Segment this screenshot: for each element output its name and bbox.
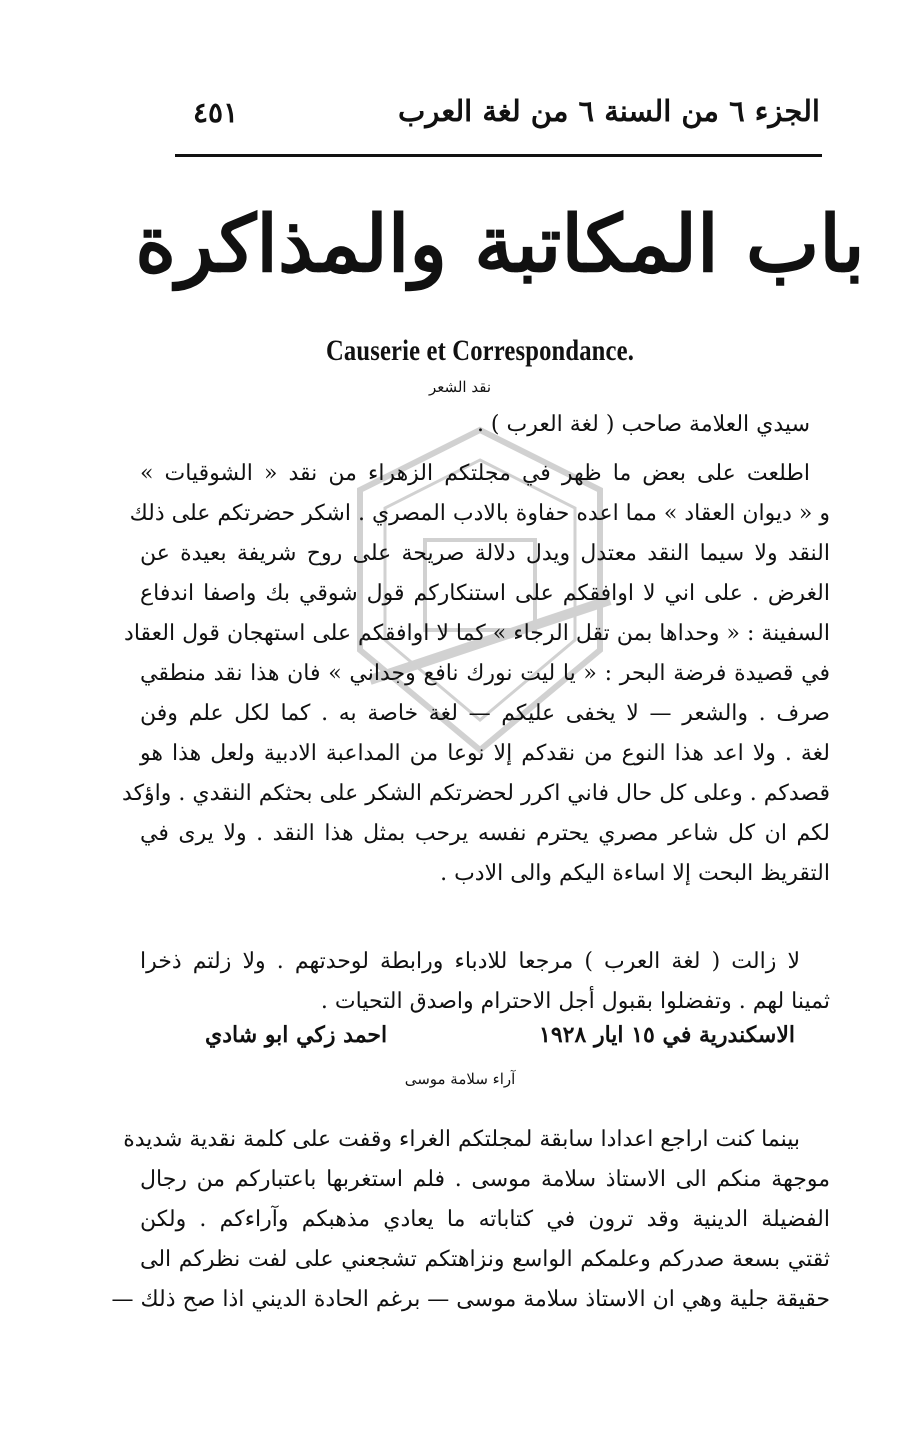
text-line: لغة . ولا اعد هذا النوع من نقدكم إلا نوعا من المداعبة الادبية ولعل هذا هو xyxy=(140,741,830,766)
text-line: في قصيدة فرضة البحر : « يا ليت نورك نافع وجداني » فان هذا نقد منطقي xyxy=(140,661,830,686)
running-header-title: الجزء ٦ من السنة ٦ من لغة العرب xyxy=(398,94,820,128)
section-title-french: Causerie et Correspondance. xyxy=(325,334,635,367)
page-number: ٤٥١ xyxy=(193,96,239,129)
text-line: حقيقة جلية وهي ان الاستاذ سلامة موسى — برغم الحادة الديني اذا صح ذلك — xyxy=(111,1287,830,1312)
text-line: و « ديوان العقاد » مما اعده حفاوة بالادب المصري . اشكر حضرتكم على ذلك xyxy=(129,501,830,526)
letter1-paragraph2 xyxy=(140,942,830,1022)
letter1-paragraph1 xyxy=(122,454,830,894)
letter1-salutation: سيدي العلامة صاحب ( لغة العرب ) . xyxy=(476,412,810,437)
section-title-arabic: باب المكاتبة والمذاكرة xyxy=(135,199,865,290)
letter2-subheading: آراء سلامة موسى xyxy=(404,1070,516,1088)
text-line: قصدكم . وعلى كل حال فاني اكرر لحضرتكم الشكر على بحثكم النقدي . واؤكد xyxy=(122,781,830,806)
header-divider xyxy=(175,154,822,157)
text-line: الغرض . على اني لا اوافقكم على استنكاركم قول شوقي بك واصفا اندفاع xyxy=(140,581,830,606)
text-line: التقريظ البحت إلا اساءة اليكم والى الادب . xyxy=(440,861,830,886)
text-line: ثقتي بسعة صدركم وعلمكم الواسع ونزاهتكم تشجعني على لفت نظركم الى xyxy=(140,1247,830,1272)
signature-name: احمد زكي ابو شادي xyxy=(205,1022,388,1048)
text-line: اطلعت على بعض ما ظهر في مجلتكم الزهراء من نقد « الشوقيات » xyxy=(140,461,810,486)
text-line: ثمينا لهم . وتفضلوا بقبول أجل الاحترام واصدق التحيات . xyxy=(320,989,830,1014)
letter2-paragraph xyxy=(111,1120,830,1320)
text-line: صرف . والشعر — لا يخفى عليكم — لغة خاصة به . كما لكل علم وفن xyxy=(140,701,830,726)
text-line: لكم ان كل شاعر مصري يحترم نفسه يرحب بمثل هذا النقد . ولا يرى في xyxy=(140,821,830,846)
letter1-signature xyxy=(205,1022,795,1058)
running-header xyxy=(175,86,820,146)
signature-place-date: الاسكندرية في ١٥ ايار ١٩٢٨ xyxy=(539,1022,795,1048)
text-line: النقد ولا سيما النقد معتدل ويدل دلالة صريحة على روح شريفة بعيدة عن xyxy=(140,541,830,566)
text-line: الفضيلة الدينية وقد ترون في كتاباته ما يعادي مذهبكم وآراءكم . ولكن xyxy=(140,1207,830,1232)
text-line: موجهة منكم الى الاستاذ سلامة موسى . فلم استغربها باعتباركم من رجال xyxy=(140,1167,830,1192)
text-line: لا زالت ( لغة العرب ) مرجعا للادباء ورابطة لوحدتهم . ولا زلتم ذخرا xyxy=(140,949,800,974)
letter1-subheading: نقد الشعر xyxy=(428,378,492,396)
text-line: بينما كنت اراجع اعدادا سابقة لمجلتكم الغراء وقفت على كلمة نقدية شديدة xyxy=(123,1127,800,1152)
text-line: السفينة : « وحداها بمن تقل الرجاء » كما لا اوافقكم على استهجان قول العقاد xyxy=(124,621,830,646)
